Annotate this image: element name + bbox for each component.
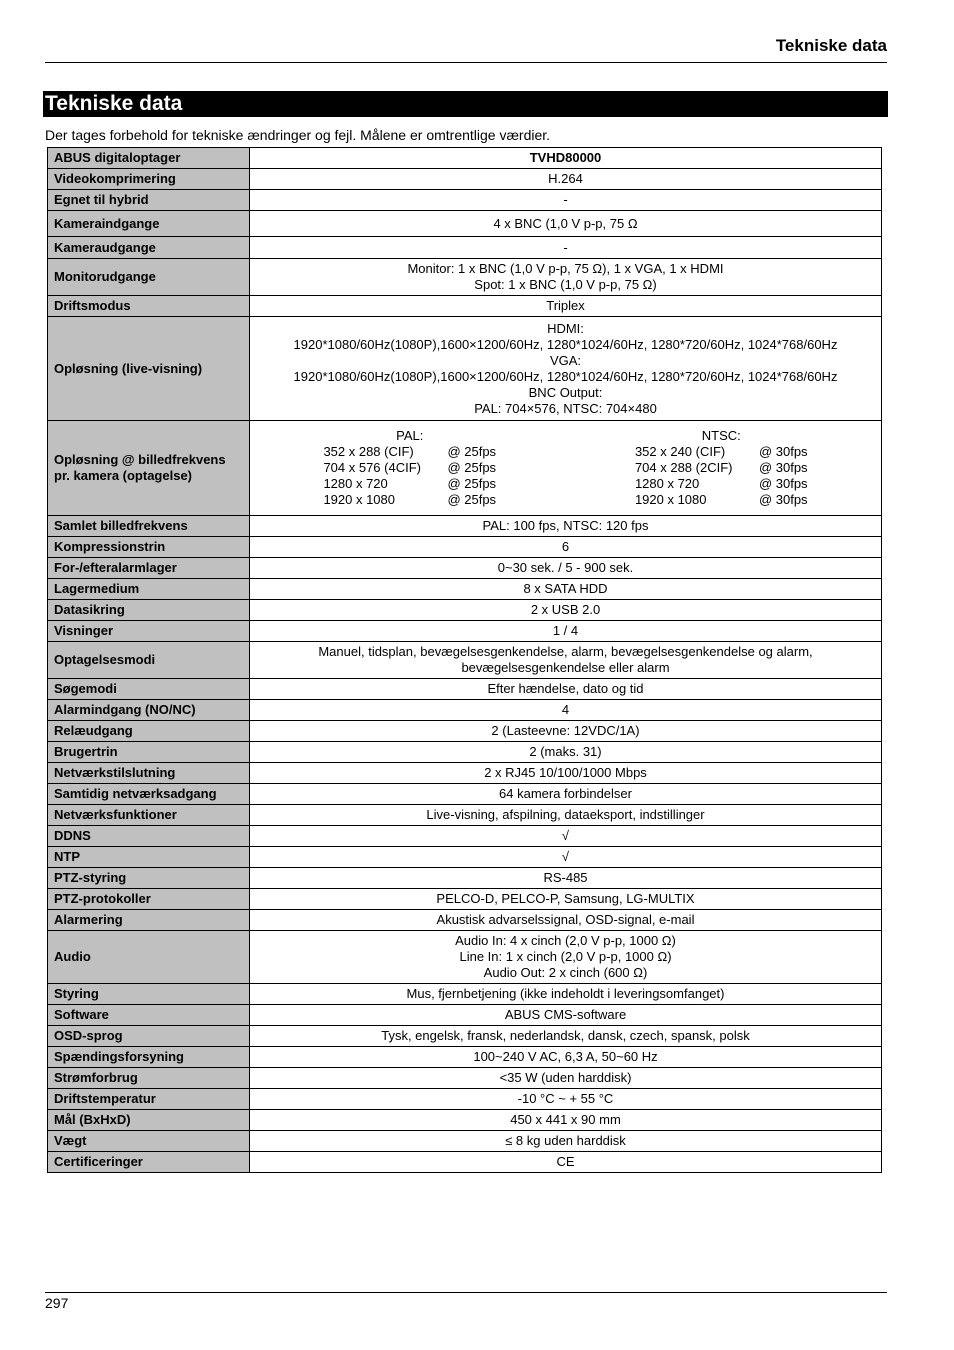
table-row: [48, 642, 882, 679]
fps-row: [323, 460, 496, 476]
row-label: Mål (BxHxD): [48, 1110, 250, 1131]
value-line: Audio In: 4 x cinch (2,0 V p-p, 1000 Ω): [455, 933, 676, 948]
row-label: Vægt: [48, 1131, 250, 1152]
row-value: [250, 642, 882, 679]
fps-rate: @ 30fps: [758, 492, 808, 507]
row-value: [250, 910, 882, 931]
table-row: [48, 868, 882, 889]
table-row: [48, 558, 882, 579]
value-line: 2 (Lasteevne: 12VDC/1A): [491, 723, 640, 738]
fps-rate: @ 30fps: [758, 444, 808, 459]
row-value: [250, 1152, 882, 1173]
value-line: 4: [561, 702, 570, 717]
row-label: Netværkstilslutning: [48, 763, 250, 784]
table-row: [48, 984, 882, 1005]
value-line: Triplex: [546, 298, 585, 313]
section-title: Tekniske data: [43, 91, 888, 117]
row-label: PTZ-protokoller: [48, 889, 250, 910]
table-row: [48, 169, 882, 190]
value-line: 64 kamera forbindelser: [499, 786, 632, 801]
fps-column-header: PAL:: [396, 428, 424, 443]
fps-rate: @ 25fps: [447, 476, 497, 491]
value-line: Live-visning, afspilning, dataeksport, indstillinger: [426, 807, 705, 822]
value-line: PAL: 100 fps, NTSC: 120 fps: [482, 518, 649, 533]
row-value: [250, 721, 882, 742]
value-line: Audio Out: 2 x cinch (600 Ω): [483, 965, 648, 980]
fps-resolution: 1920 x 1080: [323, 492, 396, 507]
row-value: [250, 579, 882, 600]
table-row: [48, 1152, 882, 1173]
table-row: [48, 421, 882, 516]
value-line: -: [563, 239, 568, 255]
row-value: [250, 169, 882, 190]
value-line: 2 x USB 2.0: [530, 602, 601, 617]
value-line: 6: [561, 539, 570, 554]
row-value: [250, 421, 882, 516]
row-label: ABUS digitaloptager: [48, 148, 250, 169]
row-label: Spændingsforsyning: [48, 1047, 250, 1068]
row-label: Lagermedium: [48, 579, 250, 600]
value-line: H.264: [548, 171, 583, 186]
table-row: [48, 847, 882, 868]
intro-text: Der tages forbehold for tekniske ændringer og fejl. Målene er omtrentlige værdier.: [45, 127, 551, 143]
row-label: Egnet til hybrid: [48, 190, 250, 211]
row-label: Brugertrin: [48, 742, 250, 763]
table-row: [48, 763, 882, 784]
table-row: [48, 237, 882, 259]
row-value: [250, 1089, 882, 1110]
fps-columns: [254, 426, 877, 510]
table-row: [48, 742, 882, 763]
fps-row: [323, 444, 496, 460]
row-value: [250, 600, 882, 621]
fps-resolution: 352 x 288 (CIF): [323, 444, 414, 459]
table-row: [48, 784, 882, 805]
value-line: -: [563, 192, 568, 207]
row-label: Driftsmodus: [48, 296, 250, 317]
value-line: 0~30 sek. / 5 - 900 sek.: [497, 560, 634, 575]
row-value: [250, 847, 882, 868]
row-value: [250, 1005, 882, 1026]
row-value: [250, 190, 882, 211]
row-value: [250, 763, 882, 784]
fps-rate: @ 25fps: [447, 460, 497, 475]
fps-column-header: NTSC:: [701, 428, 741, 443]
value-line: √: [561, 828, 570, 843]
row-label: Relæudgang: [48, 721, 250, 742]
row-label: Driftstemperatur: [48, 1089, 250, 1110]
row-label: Styring: [48, 984, 250, 1005]
table-row: [48, 1068, 882, 1089]
value-line: ABUS CMS-software: [504, 1007, 627, 1022]
row-label: Netværksfunktioner: [48, 805, 250, 826]
table-row: [48, 679, 882, 700]
table-row: [48, 805, 882, 826]
table-row: [48, 931, 882, 984]
row-label: Software: [48, 1005, 250, 1026]
table-row: [48, 826, 882, 847]
fps-resolution: 1280 x 720: [323, 476, 388, 491]
row-value: [250, 784, 882, 805]
table-row: [48, 600, 882, 621]
fps-row: [323, 492, 496, 508]
table-row: [48, 259, 882, 296]
value-line: 1920*1080/60Hz(1080P),1600×1200/60Hz, 1280*1024/60Hz, 1280*720/60Hz, 1024*768/60Hz: [293, 336, 838, 352]
value-line: <35 W (uden harddisk): [499, 1070, 632, 1085]
row-label: Optagelsesmodi: [48, 642, 250, 679]
value-line: Tysk, engelsk, fransk, nederlandsk, dansk, czech, spansk, polsk: [381, 1028, 750, 1043]
row-label: Samlet billedfrekvens: [48, 516, 250, 537]
row-label: PTZ-styring: [48, 868, 250, 889]
fps-column-ntsc: [635, 428, 808, 508]
value-line: 2 x RJ45 10/100/1000 Mbps: [484, 765, 647, 780]
fps-resolution: 1920 x 1080: [634, 492, 707, 507]
value-line: TVHD80000: [529, 150, 602, 165]
value-line: Akustisk advarselssignal, OSD-signal, e-mail: [436, 912, 695, 927]
value-line: Line In: 1 x cinch (2,0 V p-p, 1000 Ω): [459, 949, 672, 964]
fps-rate: @ 25fps: [447, 492, 497, 507]
fps-resolution: 704 x 576 (4CIF): [323, 460, 421, 475]
value-line: VGA:: [549, 352, 582, 368]
value-line: 100~240 V AC, 6,3 A, 50~60 Hz: [473, 1049, 658, 1064]
row-value: [250, 516, 882, 537]
running-header-title: Tekniske data: [775, 36, 887, 55]
value-line: Efter hændelse, dato og tid: [487, 681, 644, 696]
table-row: [48, 1131, 882, 1152]
table-row: [48, 296, 882, 317]
row-value: [250, 889, 882, 910]
value-line: bevægelsesgenkendelse eller alarm: [461, 660, 670, 675]
row-value: [250, 296, 882, 317]
row-label: Søgemodi: [48, 679, 250, 700]
value-line: 2 (maks. 31): [529, 744, 602, 759]
row-value: [250, 317, 882, 421]
row-label: DDNS: [48, 826, 250, 847]
fps-row: [635, 444, 808, 460]
value-line: Spot: 1 x BNC (1,0 V p-p, 75 Ω): [474, 277, 657, 292]
row-value: [250, 805, 882, 826]
value-line: 450 x 441 x 90 mm: [510, 1112, 621, 1127]
value-line: 1920*1080/60Hz(1080P),1600×1200/60Hz, 1280*1024/60Hz, 1280*720/60Hz, 1024*768/60Hz: [293, 368, 838, 384]
row-label: For-/efteralarmlager: [48, 558, 250, 579]
row-label: Kompressionstrin: [48, 537, 250, 558]
table-row: [48, 1047, 882, 1068]
value-line: Mus, fjernbetjening (ikke indeholdt i leveringsomfanget): [406, 986, 725, 1001]
table-row: [48, 700, 882, 721]
value-line: Manuel, tidsplan, bevægelsesgenkendelse, alarm, bevægelsesgenkendelse og alarm,: [318, 644, 813, 659]
row-value: [250, 211, 882, 237]
row-label: NTP: [48, 847, 250, 868]
fps-rate: @ 30fps: [758, 476, 808, 491]
fps-row: [635, 492, 808, 508]
row-label: Strømforbrug: [48, 1068, 250, 1089]
table-row: [48, 621, 882, 642]
header-rule: [45, 62, 887, 63]
table-row: [48, 1026, 882, 1047]
table-row: [48, 1110, 882, 1131]
footer-rule: [45, 1292, 887, 1293]
value-line: √: [561, 849, 570, 864]
row-value: [250, 742, 882, 763]
fps-rate: @ 30fps: [758, 460, 808, 475]
fps-row: [323, 476, 496, 492]
fps-row: [635, 460, 808, 476]
row-value: [250, 984, 882, 1005]
row-label: Opløsning @ billedfrekvens pr. kamera (optagelse): [48, 421, 250, 516]
table-row: [48, 211, 882, 237]
table-row: [48, 1089, 882, 1110]
row-label: Kameraindgange: [48, 211, 250, 237]
table-row: [48, 190, 882, 211]
table-row: [48, 889, 882, 910]
value-line: RS-485: [543, 870, 588, 885]
row-value: [250, 700, 882, 721]
value-line: Monitor: 1 x BNC (1,0 V p-p, 75 Ω), 1 x VGA, 1 x HDMI: [407, 261, 724, 276]
row-value: [250, 148, 882, 169]
fps-rate: @ 25fps: [447, 444, 497, 459]
row-value: [250, 558, 882, 579]
row-label: OSD-sprog: [48, 1026, 250, 1047]
spec-table-body: [48, 148, 882, 1173]
value-line: ≤ 8 kg uden harddisk: [505, 1133, 626, 1148]
fps-resolution: 704 x 288 (2CIF): [634, 460, 733, 475]
row-value: [250, 868, 882, 889]
row-label: Alarmindgang (NO/NC): [48, 700, 250, 721]
row-value: [250, 537, 882, 558]
fps-row: [635, 476, 808, 492]
row-value: [250, 826, 882, 847]
value-line: 1 / 4: [552, 623, 579, 638]
table-row: [48, 516, 882, 537]
value-line: -10 °C ~ + 55 °C: [517, 1091, 614, 1106]
row-value: [250, 259, 882, 296]
spec-table: [47, 147, 882, 1173]
row-value: [250, 237, 882, 259]
value-line: 8 x SATA HDD: [523, 581, 608, 596]
row-label: Datasikring: [48, 600, 250, 621]
table-row: [48, 579, 882, 600]
value-line: PAL: 704×576, NTSC: 704×480: [474, 400, 657, 416]
table-row: [48, 1005, 882, 1026]
row-label: Visninger: [48, 621, 250, 642]
row-label: Alarmering: [48, 910, 250, 931]
row-label: Audio: [48, 931, 250, 984]
page-number: 297: [45, 1295, 69, 1311]
table-row: [48, 537, 882, 558]
table-row: [48, 317, 882, 421]
value-line: BNC Output:: [528, 384, 603, 400]
table-row: [48, 910, 882, 931]
row-value: [250, 931, 882, 984]
fps-resolution: 352 x 240 (CIF): [634, 444, 726, 459]
table-row: [48, 721, 882, 742]
row-value: [250, 679, 882, 700]
row-value: [250, 1110, 882, 1131]
value-line: PELCO-D, PELCO-P, Samsung, LG-MULTIX: [436, 891, 695, 906]
row-label: Certificeringer: [48, 1152, 250, 1173]
row-value: [250, 1068, 882, 1089]
row-label: Samtidig netværksadgang: [48, 784, 250, 805]
value-line: 4 x BNC (1,0 V p-p, 75 Ω: [493, 215, 638, 231]
row-value: [250, 1131, 882, 1152]
fps-column-pal: [323, 428, 496, 508]
row-label: Kameraudgange: [48, 237, 250, 259]
table-row: [48, 148, 882, 169]
row-value: [250, 1026, 882, 1047]
fps-resolution: 1280 x 720: [634, 476, 700, 491]
row-value: [250, 1047, 882, 1068]
row-label: Opløsning (live-visning): [48, 317, 250, 421]
row-value: [250, 621, 882, 642]
row-label: Videokomprimering: [48, 169, 250, 190]
value-line: HDMI:: [547, 320, 584, 336]
row-label: Monitorudgange: [48, 259, 250, 296]
value-line: CE: [556, 1154, 575, 1169]
